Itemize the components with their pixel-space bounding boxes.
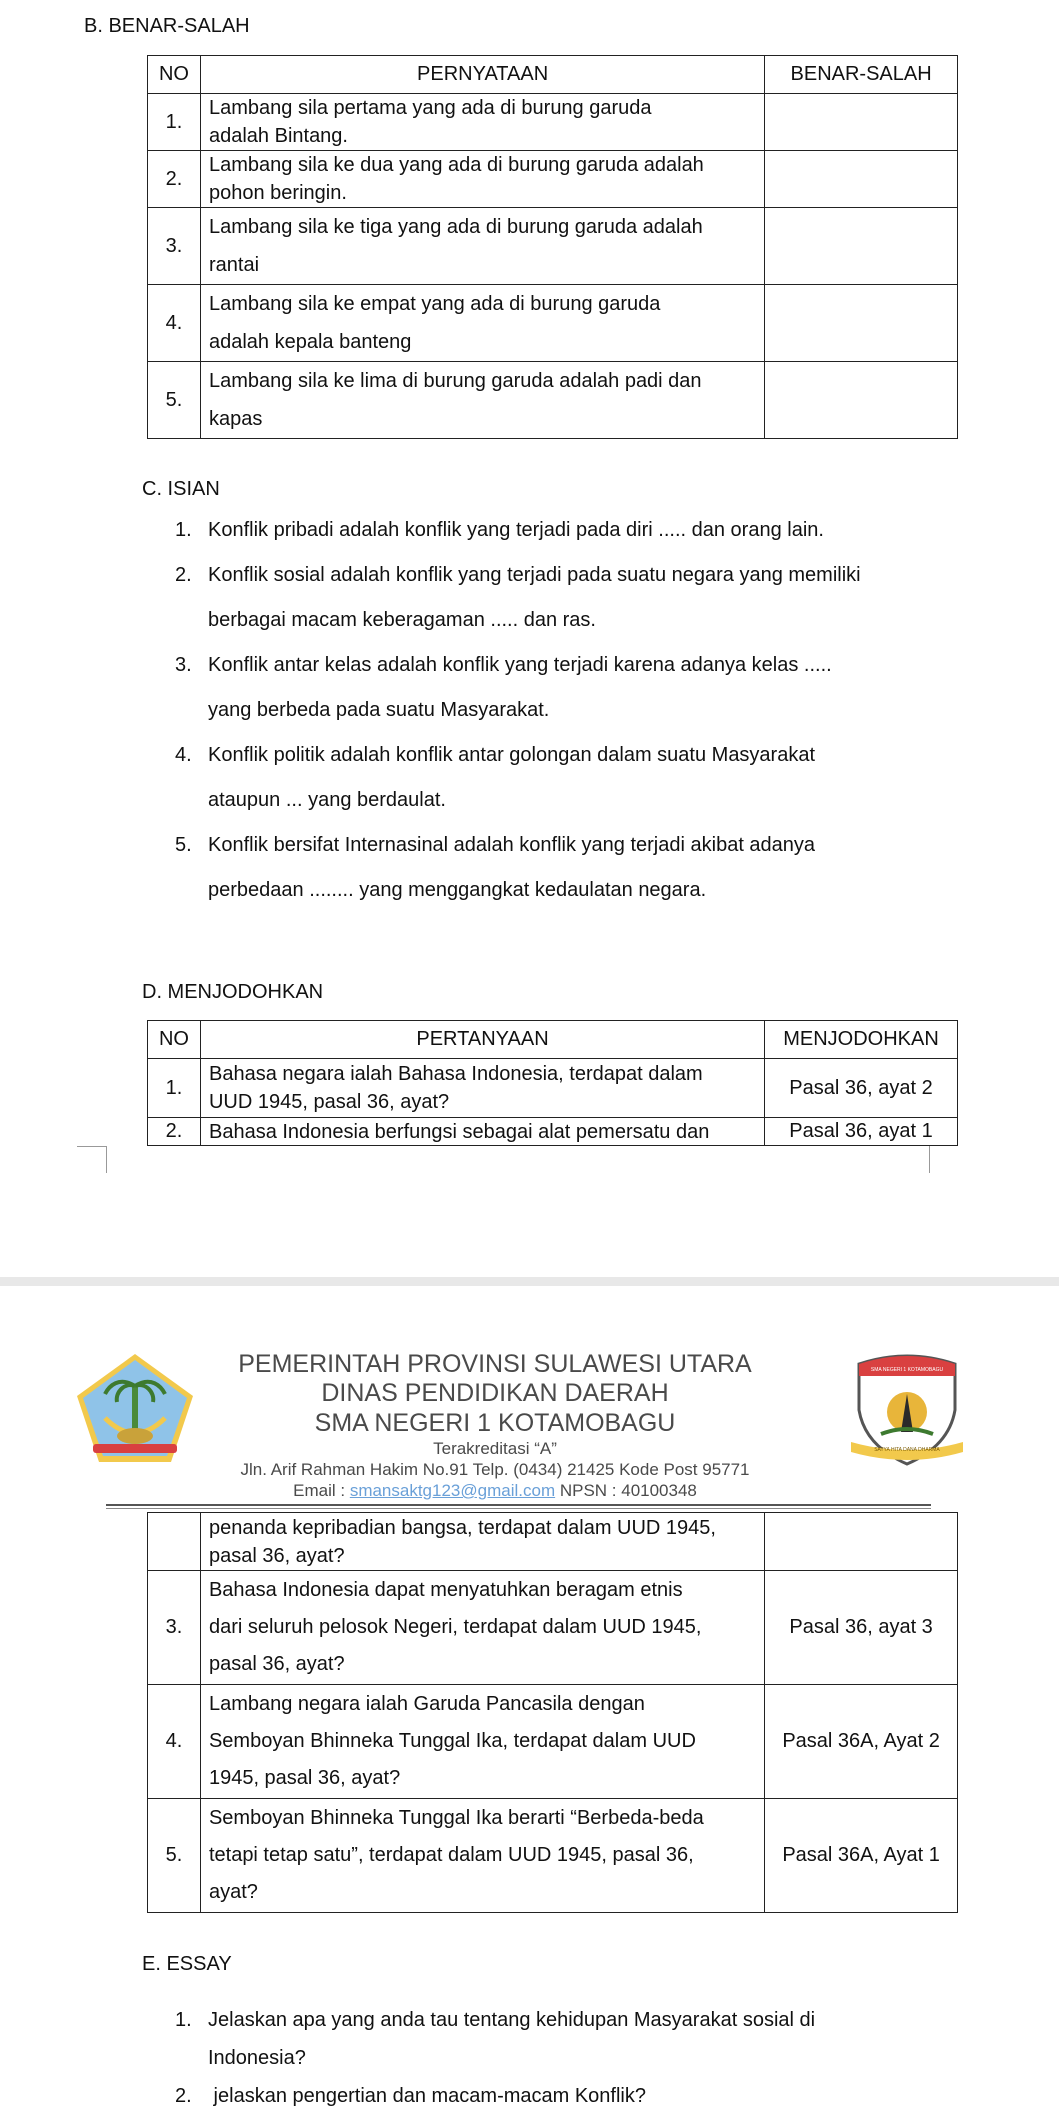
page-separator [0,1277,1059,1286]
letterhead-school: SMA NEGERI 1 KOTAMOBAGU [314,1409,676,1437]
answer-cell: Pasal 36, ayat 3 [765,1571,958,1685]
list-item [175,823,995,913]
list-item [175,643,995,733]
statement-line: Lambang sila ke empat yang ada di burung garuda [208,293,661,315]
header-menjodohkan: MENJODOHKAN [765,1021,958,1059]
table-row [148,1118,958,1146]
statement-cell [200,151,764,208]
row-number: 2. [148,1118,201,1146]
email-label: Email : [293,1481,350,1500]
item-text: Konflik sosial adalah konflik yang terjadi pada suatu negara yang memiliki [208,564,861,586]
menjodohkan-table [147,1020,958,1146]
page-2 [0,1286,1059,2125]
answer-cell[interactable] [765,151,958,208]
item-text: Konflik antar kelas adalah konflik yang terjadi karena adanya kelas ..... [208,654,832,676]
list-item [175,553,995,643]
row-number: 4. [148,285,201,362]
item-number: 3. [175,654,192,676]
table-row [148,1571,958,1685]
crop-mark [929,1146,930,1173]
table-row [148,208,958,285]
list-item [175,2001,995,2077]
question-line: dari seluruh pelosok Negeri, terdapat dalam UUD 1945, [208,1616,702,1638]
question-cell [200,1571,764,1685]
item-number: 2. [175,564,192,586]
letterhead-address: Jln. Arif Rahman Hakim No.91 Telp. (0434) 21425 Kode Post 95771 [240,1460,750,1479]
question-cell [200,1685,764,1799]
statement-line: Lambang sila ke dua yang ada di burung garuda adalah [208,154,704,176]
row-number: 3. [148,1571,201,1685]
section-d-title: D. MENJODOHKAN [142,981,324,1003]
row-number: 1. [148,94,201,151]
item-text: yang berbeda pada suatu Masyarakat. [208,699,550,721]
question-line: Lambang negara ialah Garuda Pancasila dengan [208,1693,645,1715]
row-number: 5. [148,362,201,439]
question-line: Bahasa Indonesia dapat menyatuhkan beragam etnis [208,1579,683,1601]
question-line: Semboyan Bhinneka Tunggal Ika, terdapat dalam UUD [208,1730,696,1752]
statement-line: Lambang sila ke lima di burung garuda adalah padi dan [208,370,702,392]
letterhead-divider [106,1508,931,1509]
list-item [175,2077,995,2115]
statement-line: kapas [208,408,263,430]
school-shield-logo [851,1350,963,1468]
table-row [148,1059,958,1118]
table-row [148,94,958,151]
row-number: 3. [148,208,201,285]
table-row [148,1513,958,1571]
item-text: Konflik pribadi adalah konflik yang terjadi pada diri ..... dan orang lain. [208,519,824,541]
benar-salah-table [147,55,958,439]
question-line: Bahasa negara ialah Bahasa Indonesia, terdapat dalam [208,1063,703,1085]
answer-cell: Pasal 36, ayat 1 [765,1118,958,1146]
question-cell [200,1059,764,1118]
item-text: ataupun ... yang berdaulat. [208,789,446,811]
item-text: perbedaan ........ yang menggangkat kedaulatan negara. [208,879,707,901]
item-text: Konflik bersifat Internasinal adalah konflik yang terjadi akibat adanya [208,834,816,856]
answer-cell: Pasal 36A, Ayat 2 [765,1685,958,1799]
item-text: Konflik politik adalah konflik antar golongan dalam suatu Masyarakat [208,744,816,766]
table-header-row [148,56,958,94]
header-no: NO [148,56,201,94]
item-number: 5. [175,834,192,856]
province-crest-logo [75,1352,195,1464]
header-no: NO [148,1021,201,1059]
answer-cell [765,1513,958,1571]
question-cell [200,1799,764,1913]
table-header-row [148,1021,958,1059]
item-text: jelaskan pengertian dan macam-macam Konflik? [208,2085,646,2107]
essay-list [175,2001,995,2115]
item-text: Jelaskan apa yang anda tau tentang kehidupan Masyarakat sosial di [208,2009,816,2031]
table-row [148,1799,958,1913]
table-row [148,362,958,439]
statement-line: Lambang sila ke tiga yang ada di burung garuda adalah [208,216,703,238]
question-cell [200,1513,764,1571]
header-pernyataan: PERNYATAAN [200,56,764,94]
answer-cell[interactable] [765,208,958,285]
statement-cell [200,208,764,285]
statement-cell [200,94,764,151]
answer-cell[interactable] [765,94,958,151]
logo-top-text: SMA NEGERI 1 KOTAMOBAGU [870,1367,944,1373]
table-row [148,1685,958,1799]
item-text: Indonesia? [208,2047,306,2069]
answer-cell[interactable] [765,362,958,439]
question-line: penanda kepribadian bangsa, terdapat dalam UUD 1945, [208,1516,716,1539]
question-line: pasal 36, ayat? [208,1653,345,1675]
answer-cell: Pasal 36, ayat 2 [765,1059,958,1118]
crop-mark [77,1146,107,1147]
crop-mark [106,1146,107,1173]
section-e-title: E. ESSAY [142,1953,232,1975]
item-number: 1. [175,519,192,541]
item-number: 1. [175,2009,192,2031]
letterhead-province: PEMERINTAH PROVINSI SULAWESI UTARA [238,1350,752,1378]
letterhead-department: DINAS PENDIDIKAN DAERAH [321,1379,669,1407]
logo-ribbon-text: SATYA HITA DANA DHARMA [874,1447,940,1453]
question-line: pasal 36, ayat? [208,1544,345,1567]
menjodohkan-table-continued [147,1512,958,1913]
item-number: 2. [175,2085,192,2107]
row-number: 1. [148,1059,201,1118]
row-number: 2. [148,151,201,208]
table-row [148,151,958,208]
section-b-title: B. BENAR-SALAH [84,15,250,37]
question-line: UUD 1945, pasal 36, ayat? [208,1091,450,1113]
header-benar-salah: BENAR-SALAH [765,56,958,94]
list-item [175,508,995,553]
item-text: berbagai macam keberagaman ..... dan ras. [208,609,596,631]
question-cell: Bahasa Indonesia berfungsi sebagai alat pemersatu dan [200,1118,764,1146]
statement-line: rantai [208,254,260,276]
question-line: 1945, pasal 36, ayat? [208,1767,401,1789]
statement-line: pohon beringin. [208,182,347,204]
statement-cell [200,362,764,439]
statement-line: Lambang sila pertama yang ada di burung garuda [208,97,652,119]
email-link[interactable]: smansaktg123@gmail.com [349,1481,556,1500]
list-item [175,733,995,823]
npsn-text: NPSN : 40100348 [555,1481,697,1500]
letterhead-divider [106,1504,931,1506]
question-line: tetapi tetap satu”, terdapat dalam UUD 1945, pasal 36, [208,1844,694,1866]
header-pertanyaan: PERTANYAAN [200,1021,764,1059]
answer-cell[interactable] [765,285,958,362]
statement-line: adalah kepala banteng [208,331,412,353]
letterhead-contact [230,1481,760,1501]
table-row [148,285,958,362]
row-number: 4. [148,1685,201,1799]
row-number [148,1513,201,1571]
statement-line: adalah Bintang. [208,125,348,147]
answer-cell: Pasal 36A, Ayat 1 [765,1799,958,1913]
isian-list [175,508,995,913]
row-number: 5. [148,1799,201,1913]
statement-cell [200,285,764,362]
question-line: ayat? [208,1881,258,1903]
letterhead-accreditation: Terakreditasi “A” [433,1439,557,1458]
section-c-title: C. ISIAN [142,478,220,500]
question-line: Semboyan Bhinneka Tunggal Ika berarti “Berbeda-beda [208,1807,704,1829]
item-number: 4. [175,744,192,766]
